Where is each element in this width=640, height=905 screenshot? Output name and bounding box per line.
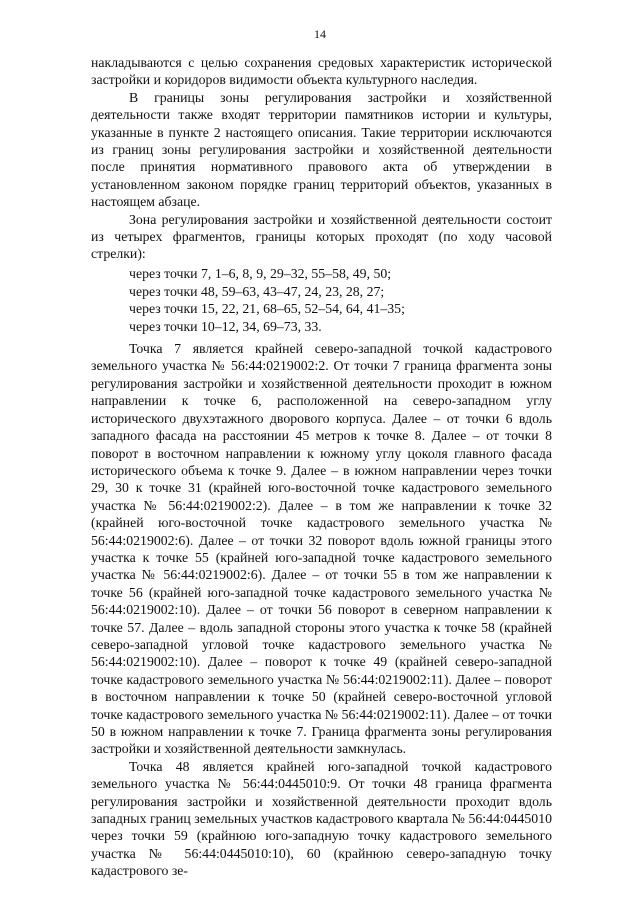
document-body — [91, 54, 552, 880]
fragment-item: через точки 7, 1–6, 8, 9, 29–32, 55–58, 49, 50; — [129, 265, 392, 281]
fragment-item: через точки 15, 22, 21, 68–65, 52–54, 64, 41–35; — [129, 301, 405, 317]
paragraph-fragments-intro: Зона регулирования застройки и хозяйственной деятельности состоит из четырех фрагментов, границы которых проходят (по ходу часовой стрелки): — [91, 211, 552, 262]
fragment-item: через точки 10–12, 34, 69–73, 33. — [129, 319, 322, 335]
page-number: 14 — [314, 27, 326, 41]
paragraph-territories: В границы зоны регулирования застройки и хозяйственной деятельности также входят территории памятников истории и культуры, указанные в пункте 2 настоящего описания. Такие территории исключаются из границ зоны регулирования застройки и хозяйственной деятельности после принятия нормативного правового акта об утверждении в установленном законом порядке границ территорий объектов, указанных в настоящем абзаце. — [91, 89, 552, 210]
paragraph-point-7: Точка 7 является крайней северо-западной точкой кадастрового земельного участка № 56:44:0219002:2. От точки 7 граница фрагмента зоны регулирования застройки и хозяйственной деятельности проходит в южном направлении к точке 6, расположенной на северо-западном углу исторического двухэтажного дворового корпуса. Далее – от точки 6 вдоль западного фасада на расстоянии 45 метров к точке 8. Далее – от точки 8 поворот в восточном направлении к южному углу цоколя главного фасада исторического объема к точке 9. Далее – в южном направлении через точки 29, 30 к точке 31 (крайней юго-восточной точке кадастрового земельного участка № 56:44:0219002:2). Далее – в том же направлении к точке 32 (крайней юго-восточной точке кадастрового земельного участка № 56:44:0219002:6). Далее – от точки 32 поворот вдоль южной границы этого участка к точке 55 (крайней юго-западной точке кадастрового земельного участка № 56:44:0219002:6). Далее – от точки 55 в том же направлении к точке 56 (крайней юго-западной точке кадастрового земельного участка № 56:44:0219002:10). Далее – от точки 56 поворот в северном направлении к точке 57. Далее – вдоль западной стороны этого участка к точке 58 (крайней северо-западной угловой точке кадастрового земельного участка № 56:44:0219002:10). Далее – поворот к точке 49 (крайней северо-западной точке кадастрового земельного участка № 56:44:0219002:11). Далее – поворот в восточном направлении к точке 50 (крайней северо-восточной угловой точке кадастрового земельного участка № 56:44:0219002:11). Далее – от точки 50 в южном направлении к точке 7. Граница фрагмента зоны регулирования застройки и хозяйственной деятельности замкнулась. — [91, 341, 552, 757]
paragraph-continuation: накладываются с целью сохранения средовых характеристик исторической застройки и коридоров видимости объекта культурного наследия. — [91, 55, 552, 88]
fragment-item: через точки 48, 59–63, 43–47, 24, 23, 28, 27; — [129, 283, 385, 299]
fragments-list — [91, 265, 552, 336]
paragraph-point-48: Точка 48 является крайней юго-западной точкой кадастрового земельного участка № 56:44:0445010:9. От точки 48 граница фрагмента регулирования застройки и хозяйственной деятельности проходит вдоль западных границ земельных участков кадастрового квартала № 56:44:0445010 через точки 59 (крайнюю юго-западную точку кадастрового земельного участка № 56:44:0445010:10), 60 (крайнюю северо-западную точку кадастрового зе- — [91, 758, 552, 879]
